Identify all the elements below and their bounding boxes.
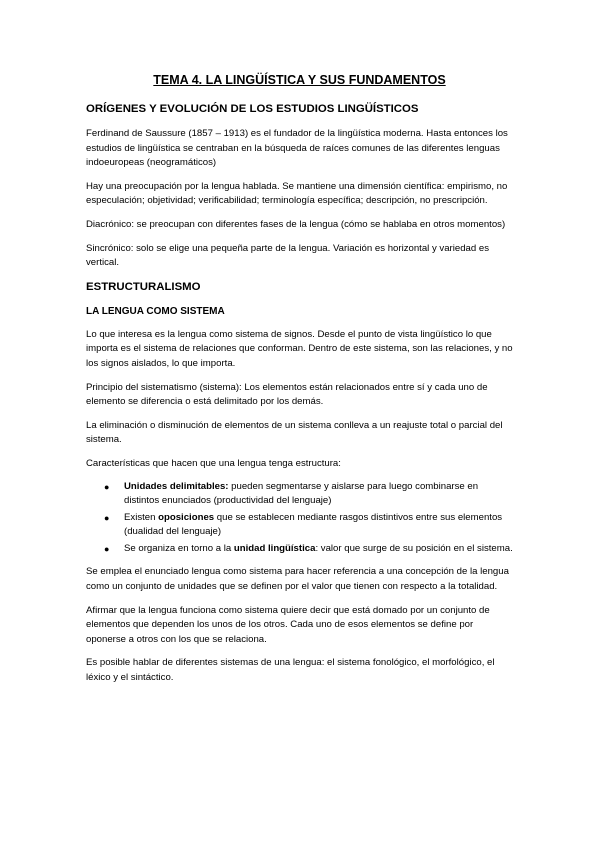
bullet-bold: oposiciones [158,511,215,523]
paragraph: Sincrónico: solo se elige una pequeña parte de la lengua. Variación es horizontal y variedad es vertical. [86,242,490,269]
document-title: TEMA 4. LA LINGÜÍSTICA Y SUS FUNDAMENTOS [153,73,446,87]
bullet-pre: Existen [124,511,159,523]
bullet-icon: ● [104,512,110,523]
paragraph: Se emplea el enunciado lengua como sistema para hacer referencia a una concepción de la lengua como un conjunto de unidades que se definen por el valor que tienen con respecto a la totalidad. [86,566,509,593]
bullet-post: pueden segmentarse y aislarse para luego combinarse en distintos enunciados (productividad del lenguaje) [124,480,479,507]
list-item [104,542,513,557]
subsection-heading: LA LENGUA COMO SISTEMA [86,305,225,317]
bullet-post: : valor que surge de su posición en el sistema. [315,542,513,554]
paragraph: Ferdinand de Saussure (1857 – 1913) es el fundador de la lingüística moderna. Hasta entonces los estudios de lingüística se centraban en la búsqueda de raíces comunes de las diferentes lenguas indoeuropeas (neogramáticos) [86,128,508,169]
paragraph: Lo que interesa es la lengua como sistema de signos. Desde el punto de vista lingüístico lo que importa es el sistema de relaciones que conforman. Dentro de este sistema, son las relaciones, y no los signos aislados, lo que importa. [86,328,513,369]
bullet-pre: Se organiza en torno a la [124,542,234,554]
paragraph: Es posible hablar de diferentes sistemas de una lengua: el sistema fonológico, el morfológico, el léxico y el sintáctico. [86,657,495,684]
bullet-icon: ● [104,481,110,492]
paragraph: Hay una preocupación por la lengua hablada. Se mantiene una dimensión científica: empirismo, no especulación; objetividad; verificabilidad; terminología específica; descripción, no prescripción. [86,180,508,207]
bullet-bold: unidad lingüística [233,542,316,554]
paragraph: Características que hacen que una lengua tenga estructura: [86,457,341,469]
paragraph: Principio del sistematismo (sistema): Los elementos están relacionados entre sí y cada uno de elemento se diferencia o está delimitado por los demás. [86,381,488,408]
section-heading-origenes: ORÍGENES Y EVOLUCIÓN DE LOS ESTUDIOS LINGÜÍSTICOS [86,103,419,115]
bullet-bold: Unidades delimitables: [124,480,229,492]
section-heading-estructuralismo: ESTRUCTURALISMO [86,280,201,293]
bullet-post: que se establecen mediante rasgos distintivos entre sus elementos (dualidad del lenguaje) [124,511,503,538]
paragraph: La eliminación o disminución de elementos de un sistema conlleva a un reajuste total o parcial del sistema. [86,419,503,446]
paragraph: Diacrónico: se preocupan con diferentes fases de la lengua (cómo se hablaba en otros momentos) [86,218,506,230]
list-item [104,480,513,509]
bullet-list [86,480,513,557]
bullet-icon: ● [104,543,110,554]
list-item [104,511,513,540]
paragraph: Afirmar que la lengua funciona como sistema quiere decir que está domado por un conjunto de elementos que dependen los unos de los otros. Cada uno de esos elementos se define por oponerse a otros con los que se relaciona. [86,604,490,645]
